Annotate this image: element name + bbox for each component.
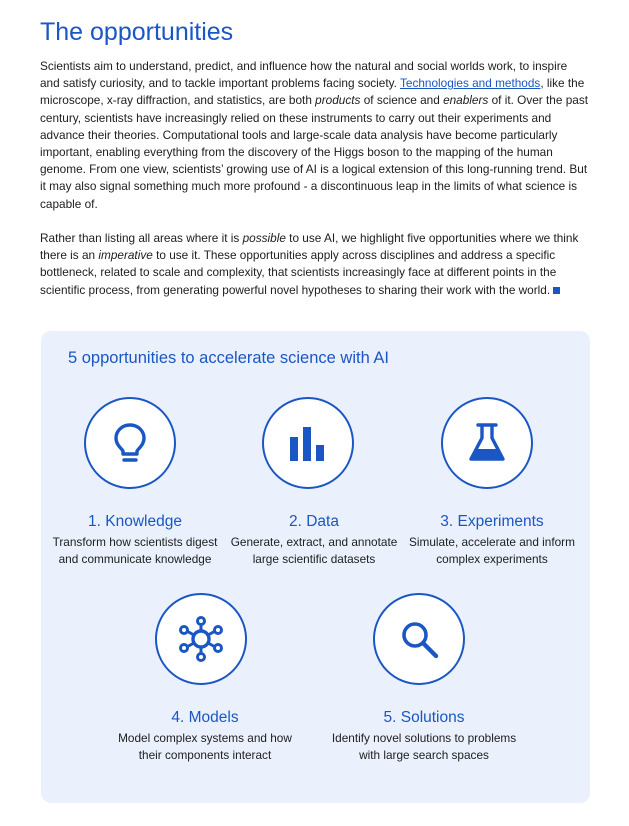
data-description: Generate, extract, and annotate large scientific datasets bbox=[230, 535, 398, 566]
experiments-description: Simulate, accelerate and inform complex experiments bbox=[409, 535, 575, 566]
technologies-methods-link[interactable]: Technologies and methods bbox=[399, 76, 541, 91]
page-title: The opportunities bbox=[40, 18, 234, 46]
intro-paragraph-2: Rather than listing all areas where it is possible to use AI, we highlight five opportunities where we think there is an imperative to use it. These opportunities apply across disciplines and address a specific bottleneck, related to scale and complexity, that scientists increasingly face at different points in the scientific process, from generating powerful novel hypotheses to sharing their work with the world. bbox=[40, 231, 579, 297]
lightbulb-icon bbox=[110, 421, 150, 465]
intro-paragraph-1: Scientists aim to understand, predict, and influence how the natural and social worlds work, to inspire and satisfy curiosity, and to tackle important problems facing society. Technologies and methods, like the microscope, x-ray diffraction, and statistics, are both products of science and enablers of it. Over the past century, scientists have increasingly relied on these instruments to carry out their experiments and advance their theories. Computational tools and large-scale data analysis have become particularly important, enabling everything from the discovery of the Higgs boson to the mapping of the human genome. From one view, scientists’ growing use of AI is a logical extension of this long-running trend. But it may also signal something much more profound - a discontinuous leap in the limits of what science is capable of. bbox=[40, 59, 588, 211]
knowledge-circle bbox=[84, 397, 176, 489]
search-icon bbox=[397, 617, 441, 661]
experiments-title: 3. Experiments bbox=[440, 513, 544, 530]
knowledge-description: Transform how scientists digest and communicate knowledge bbox=[52, 535, 218, 566]
experiments-circle bbox=[441, 397, 533, 489]
data-circle bbox=[262, 397, 354, 489]
network-icon bbox=[177, 615, 225, 663]
end-of-section-mark bbox=[553, 287, 560, 294]
solutions-circle bbox=[373, 593, 465, 685]
models-circle bbox=[155, 593, 247, 685]
flask-icon bbox=[466, 421, 508, 465]
bar-chart-icon bbox=[286, 423, 330, 463]
opportunities-panel bbox=[41, 331, 590, 803]
solutions-description: Identify novel solutions to problems with large search spaces bbox=[331, 731, 517, 762]
solutions-title: 5. Solutions bbox=[383, 709, 465, 726]
data-title: 2. Data bbox=[289, 513, 339, 530]
knowledge-title: 1. Knowledge bbox=[88, 513, 182, 530]
models-description: Model complex systems and how their components interact bbox=[118, 731, 292, 762]
models-title: 4. Models bbox=[171, 709, 239, 726]
panel-title: 5 opportunities to accelerate science with AI bbox=[68, 349, 390, 367]
